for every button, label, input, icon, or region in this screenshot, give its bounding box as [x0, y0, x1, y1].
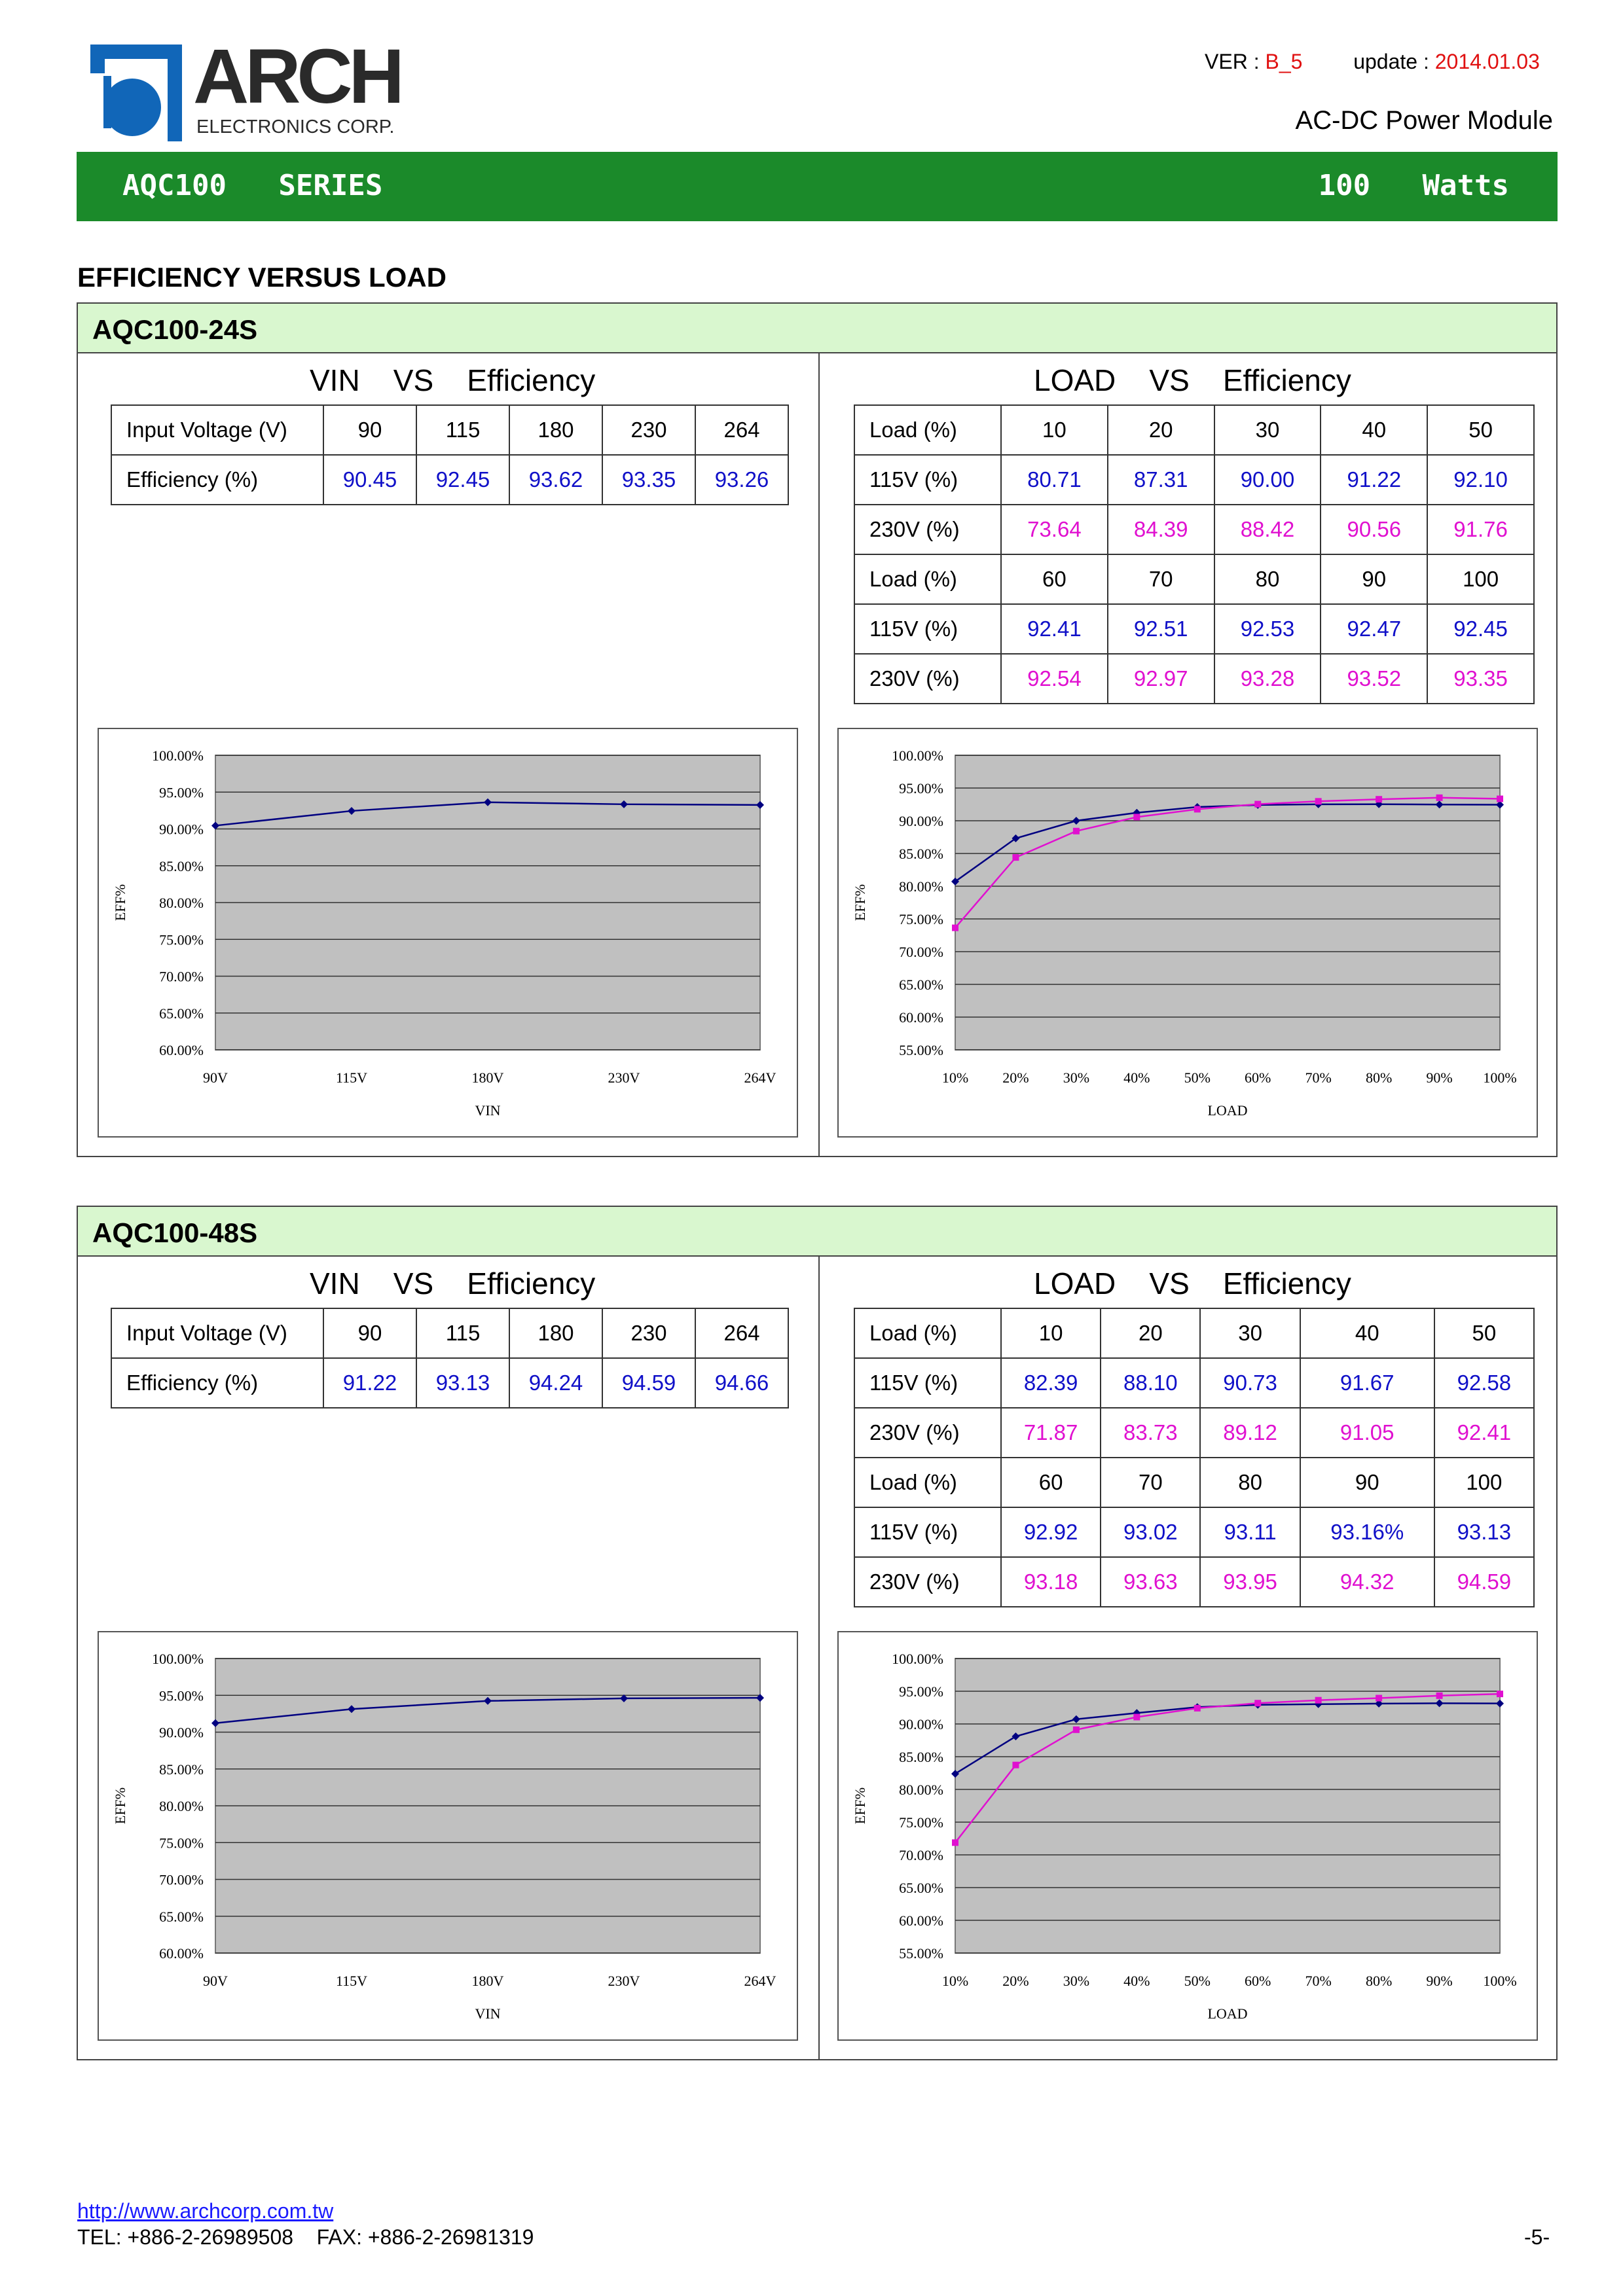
y-tick-label: 80.00% [159, 895, 204, 911]
data-point [1133, 1714, 1140, 1721]
data-point [952, 1839, 958, 1846]
table-cell: 100 [1427, 554, 1534, 604]
y-tick-label: 65.00% [899, 1880, 943, 1896]
table-cell: 94.59 [602, 1358, 695, 1408]
table-cell: 94.59 [1434, 1557, 1534, 1607]
x-tick-label: 20% [1002, 1973, 1029, 1989]
series-banner [77, 152, 1558, 221]
table-cell: 93.35 [602, 455, 695, 505]
table-cell: 92.41 [1001, 604, 1108, 654]
y-tick-label: 100.00% [152, 1651, 204, 1667]
data-point [1376, 796, 1382, 802]
y-tick-label: 65.00% [899, 977, 943, 993]
table-cell: 93.02 [1101, 1507, 1200, 1557]
y-tick-label: 70.00% [899, 944, 943, 960]
row-label: Efficiency (%) [111, 455, 323, 505]
row-label: 230V (%) [854, 1408, 1001, 1458]
data-point [1315, 798, 1322, 804]
row-label: Load (%) [854, 405, 1001, 455]
table-cell: 90 [1300, 1458, 1434, 1507]
table-cell: 87.31 [1108, 455, 1214, 505]
table-row [854, 604, 1534, 654]
vin-efficiency-chart [99, 1632, 797, 2039]
data-point [952, 925, 958, 931]
row-label: 230V (%) [854, 1557, 1001, 1607]
table-cell: 264 [695, 1308, 788, 1358]
y-tick-label: 70.00% [159, 968, 204, 985]
load-vs-efficiency-title: LOAD VS Efficiency [1034, 1266, 1351, 1300]
data-point [1436, 1693, 1443, 1699]
table-cell: 92.45 [1427, 604, 1534, 654]
x-tick-label: 40% [1123, 1973, 1150, 1989]
table-cell: 90.73 [1200, 1358, 1300, 1408]
model-name: AQC100-24S [92, 314, 258, 345]
model-block-24s [77, 302, 1558, 1157]
table-row [111, 405, 788, 455]
table-row [854, 455, 1534, 505]
model-block-48s [77, 1206, 1558, 2060]
x-tick-label: 70% [1305, 1069, 1332, 1086]
y-tick-label: 95.00% [159, 1687, 204, 1704]
x-tick-label: 115V [335, 1973, 368, 1989]
table-cell: 230 [602, 1308, 695, 1358]
table-cell: 115 [416, 405, 509, 455]
row-label: 230V (%) [854, 505, 1001, 554]
table-cell: 93.63 [1101, 1557, 1200, 1607]
table-row [111, 1358, 788, 1408]
x-axis-label: VIN [475, 1102, 501, 1119]
data-point [1376, 1695, 1382, 1702]
table-cell: 93.62 [509, 455, 602, 505]
table-cell: 90.45 [323, 455, 416, 505]
x-tick-label: 90% [1426, 1973, 1453, 1989]
data-point [1194, 1705, 1201, 1712]
table-cell: 50 [1427, 405, 1534, 455]
row-label: 115V (%) [854, 1507, 1001, 1557]
y-tick-label: 70.00% [159, 1871, 204, 1888]
table-cell: 80 [1200, 1458, 1300, 1507]
y-tick-label: 100.00% [892, 747, 943, 764]
table-cell: 93.13 [1434, 1507, 1534, 1557]
logo-mark-icon [90, 45, 182, 141]
table-cell: 94.32 [1300, 1557, 1434, 1607]
table-cell: 92.45 [416, 455, 509, 505]
table-cell: 93.35 [1427, 654, 1534, 704]
table-cell: 91.05 [1300, 1408, 1434, 1458]
x-tick-label: 60% [1245, 1973, 1271, 1989]
table-row [854, 405, 1534, 455]
data-point [1133, 814, 1140, 820]
row-label: 230V (%) [854, 654, 1001, 704]
table-cell: 30 [1214, 405, 1321, 455]
vin-efficiency-chart [99, 729, 797, 1136]
vin-vs-efficiency-title: VIN VS Efficiency [310, 1266, 596, 1300]
y-tick-label: 75.00% [159, 1835, 204, 1852]
data-point [1073, 1727, 1080, 1733]
x-tick-label: 100% [1483, 1069, 1517, 1086]
table-cell: 93.13 [416, 1358, 509, 1408]
load-efficiency-table [854, 404, 1535, 704]
table-cell: 92.47 [1321, 604, 1427, 654]
vin-efficiency-table [111, 1308, 789, 1408]
y-tick-label: 65.00% [159, 1908, 204, 1925]
data-point [1194, 806, 1201, 812]
table-cell: 10 [1001, 1308, 1101, 1358]
table-cell: 90 [1321, 554, 1427, 604]
table-cell: 180 [509, 1308, 602, 1358]
table-cell: 92.92 [1001, 1507, 1101, 1557]
y-tick-label: 95.00% [899, 780, 943, 797]
load-efficiency-chart [839, 1632, 1537, 2039]
row-label: 115V (%) [854, 1358, 1001, 1408]
module-title: AC-DC Power Module [1295, 106, 1553, 135]
y-axis-label: EFF% [852, 1787, 868, 1825]
table-cell: 90 [323, 1308, 416, 1358]
data-point [1254, 1700, 1261, 1706]
table-cell: 89.12 [1200, 1408, 1300, 1458]
x-axis-label: LOAD [1207, 2005, 1248, 2022]
y-tick-label: 60.00% [899, 1009, 943, 1026]
table-cell: 84.39 [1108, 505, 1214, 554]
x-tick-label: 90% [1426, 1069, 1453, 1086]
table-cell: 20 [1108, 405, 1214, 455]
data-point [1073, 828, 1080, 834]
table-cell: 94.24 [509, 1358, 602, 1408]
table-cell: 10 [1001, 405, 1108, 455]
version-line [1205, 50, 1540, 74]
table-cell: 83.73 [1101, 1408, 1200, 1458]
y-tick-label: 75.00% [899, 1814, 943, 1831]
table-cell: 93.16% [1300, 1507, 1434, 1557]
table-cell: 92.58 [1434, 1358, 1534, 1408]
vin-vs-efficiency-title: VIN VS Efficiency [310, 363, 596, 397]
x-tick-label: 115V [335, 1069, 368, 1086]
table-cell: 30 [1200, 1308, 1300, 1358]
version-label: VER : [1205, 50, 1266, 73]
column-divider [818, 353, 820, 1156]
row-label: Input Voltage (V) [111, 1308, 323, 1358]
y-tick-label: 95.00% [159, 784, 204, 801]
table-row [111, 455, 788, 505]
model-header [78, 1207, 1556, 1257]
table-cell: 92.41 [1434, 1408, 1534, 1458]
row-label: Efficiency (%) [111, 1358, 323, 1408]
data-point [1497, 1691, 1503, 1697]
row-label: Load (%) [854, 554, 1001, 604]
y-axis-label: EFF% [112, 1787, 128, 1825]
table-row [854, 1557, 1534, 1607]
data-point [1436, 795, 1443, 801]
table-cell: 40 [1321, 405, 1427, 455]
x-axis-label: VIN [475, 2005, 501, 2022]
table-cell: 80 [1214, 554, 1321, 604]
x-tick-label: 60% [1245, 1069, 1271, 1086]
y-tick-label: 85.00% [899, 1749, 943, 1765]
load-efficiency-table [854, 1308, 1535, 1607]
x-tick-label: 230V [608, 1973, 640, 1989]
table-cell: 264 [695, 405, 788, 455]
y-tick-label: 100.00% [152, 747, 204, 764]
load-efficiency-chart-frame [837, 1631, 1538, 2041]
x-tick-label: 80% [1365, 1069, 1393, 1086]
table-row [854, 505, 1534, 554]
y-tick-label: 80.00% [899, 1782, 943, 1798]
x-tick-label: 230V [608, 1069, 640, 1086]
table-row [854, 1308, 1534, 1358]
y-tick-label: 85.00% [159, 857, 204, 874]
logo-word: ARCH [193, 33, 401, 120]
x-axis-label: LOAD [1207, 1102, 1248, 1119]
load-efficiency-chart-frame [837, 728, 1538, 1138]
table-cell: 92.10 [1427, 455, 1534, 505]
x-tick-label: 10% [941, 1973, 969, 1989]
arch-logo [90, 45, 182, 141]
y-tick-label: 60.00% [159, 1042, 204, 1058]
x-tick-label: 90V [203, 1069, 228, 1086]
version-value: B_5 [1265, 50, 1303, 73]
table-cell: 93.11 [1200, 1507, 1300, 1557]
row-label: 115V (%) [854, 604, 1001, 654]
table-cell: 92.97 [1108, 654, 1214, 704]
plot-area [955, 755, 1500, 1050]
table-cell: 92.51 [1108, 604, 1214, 654]
x-tick-label: 30% [1063, 1973, 1090, 1989]
x-tick-label: 90V [203, 1973, 228, 1989]
y-tick-label: 100.00% [892, 1651, 943, 1667]
table-row [854, 654, 1534, 704]
update-label: update : [1353, 50, 1435, 73]
table-cell: 60 [1001, 1458, 1101, 1507]
x-tick-label: 30% [1063, 1069, 1090, 1086]
data-point [1315, 1697, 1322, 1704]
table-cell: 90.00 [1214, 455, 1321, 505]
y-tick-label: 85.00% [899, 846, 943, 862]
table-cell: 100 [1434, 1458, 1534, 1507]
x-tick-label: 10% [941, 1069, 969, 1086]
x-tick-label: 20% [1002, 1069, 1029, 1086]
table-cell: 93.18 [1001, 1557, 1101, 1607]
y-tick-label: 60.00% [899, 1912, 943, 1929]
table-cell: 115 [416, 1308, 509, 1358]
table-cell: 50 [1434, 1308, 1534, 1358]
y-tick-label: 95.00% [899, 1683, 943, 1700]
series-watts: 100 Watts [1318, 169, 1509, 202]
load-vs-efficiency-title: LOAD VS Efficiency [1034, 363, 1351, 397]
y-tick-label: 55.00% [899, 1945, 943, 1962]
table-cell: 93.95 [1200, 1557, 1300, 1607]
data-point [1497, 796, 1503, 802]
contact-line: TEL: +886-2-26989508 FAX: +886-2-26981319 [77, 2225, 534, 2249]
y-tick-label: 85.00% [159, 1761, 204, 1778]
table-cell: 70 [1108, 554, 1214, 604]
y-tick-label: 90.00% [159, 821, 204, 838]
table-row [854, 1408, 1534, 1458]
row-label: Load (%) [854, 1458, 1001, 1507]
load-efficiency-chart [839, 729, 1537, 1136]
table-cell: 91.22 [323, 1358, 416, 1408]
table-cell: 73.64 [1001, 505, 1108, 554]
logo-subtitle: ELECTRONICS CORP. [196, 117, 395, 137]
table-cell: 40 [1300, 1308, 1434, 1358]
table-cell: 230 [602, 405, 695, 455]
table-cell: 80.71 [1001, 455, 1108, 505]
y-tick-label: 70.00% [899, 1847, 943, 1863]
table-row [854, 1458, 1534, 1507]
table-cell: 91.22 [1321, 455, 1427, 505]
y-tick-label: 65.00% [159, 1005, 204, 1022]
table-cell: 93.52 [1321, 654, 1427, 704]
y-axis-label: EFF% [112, 884, 128, 922]
table-cell: 20 [1101, 1308, 1200, 1358]
x-tick-label: 80% [1365, 1973, 1393, 1989]
vin-efficiency-table [111, 404, 789, 505]
x-tick-label: 40% [1123, 1069, 1150, 1086]
y-axis-label: EFF% [852, 884, 868, 922]
table-row [111, 1308, 788, 1358]
y-tick-label: 80.00% [899, 878, 943, 895]
model-name: AQC100-48S [92, 1217, 258, 1248]
series-name: AQC100 SERIES [122, 169, 383, 202]
table-cell: 90 [323, 405, 416, 455]
table-cell: 60 [1001, 554, 1108, 604]
x-tick-label: 264V [744, 1973, 776, 1989]
table-row [854, 1507, 1534, 1557]
table-row [854, 554, 1534, 604]
table-cell: 70 [1101, 1458, 1200, 1507]
table-cell: 82.39 [1001, 1358, 1101, 1408]
y-tick-label: 55.00% [899, 1042, 943, 1058]
model-header [78, 304, 1556, 353]
y-tick-label: 80.00% [159, 1798, 204, 1814]
table-cell: 93.28 [1214, 654, 1321, 704]
table-cell: 180 [509, 405, 602, 455]
data-point [1012, 1762, 1019, 1768]
row-label: Load (%) [854, 1308, 1001, 1358]
x-tick-label: 100% [1483, 1973, 1517, 1989]
y-tick-label: 75.00% [899, 911, 943, 927]
vin-efficiency-chart-frame [98, 728, 798, 1138]
table-cell: 91.67 [1300, 1358, 1434, 1408]
table-cell: 92.53 [1214, 604, 1321, 654]
table-cell: 88.10 [1101, 1358, 1200, 1408]
table-cell: 90.56 [1321, 505, 1427, 554]
data-point [1012, 854, 1019, 861]
data-point [1254, 801, 1261, 808]
y-tick-label: 90.00% [159, 1724, 204, 1741]
table-cell: 91.76 [1427, 505, 1534, 554]
x-tick-label: 180V [471, 1973, 504, 1989]
y-tick-label: 60.00% [159, 1945, 204, 1962]
table-cell: 88.42 [1214, 505, 1321, 554]
y-tick-label: 90.00% [899, 813, 943, 829]
section-title: EFFICIENCY VERSUS LOAD [77, 262, 447, 293]
x-tick-label: 70% [1305, 1973, 1332, 1989]
table-cell: 71.87 [1001, 1408, 1101, 1458]
table-cell: 93.26 [695, 455, 788, 505]
row-label: Input Voltage (V) [111, 405, 323, 455]
x-tick-label: 180V [471, 1069, 504, 1086]
x-tick-label: 50% [1184, 1973, 1211, 1989]
x-tick-label: 264V [744, 1069, 776, 1086]
y-tick-label: 90.00% [899, 1716, 943, 1732]
y-tick-label: 75.00% [159, 931, 204, 948]
row-label: 115V (%) [854, 455, 1001, 505]
update-value: 2014.01.03 [1434, 50, 1540, 73]
website-link[interactable]: http://www.archcorp.com.tw [77, 2199, 334, 2223]
column-divider [818, 1257, 820, 2059]
page-number: -5- [1524, 2225, 1550, 2249]
table-cell: 94.66 [695, 1358, 788, 1408]
table-cell: 92.54 [1001, 654, 1108, 704]
vin-efficiency-chart-frame [98, 1631, 798, 2041]
x-tick-label: 50% [1184, 1069, 1211, 1086]
table-row [854, 1358, 1534, 1408]
